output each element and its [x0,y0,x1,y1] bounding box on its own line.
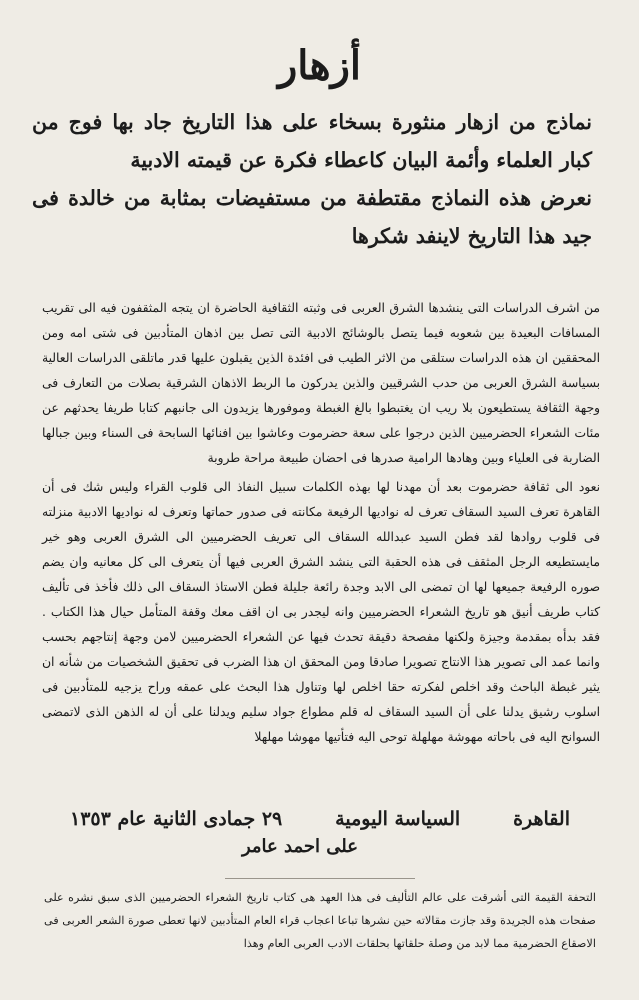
intro-line-1: نماذج من ازهار منثورة بسخاء على هذا التاريخ جاد بها فوج من كبار العلماء وأئمة البيان كاعطاء فكرة عن قيمته الادبية [32,110,592,172]
signature-row [70,808,570,830]
signature-block [70,808,570,857]
article-paragraph-1: من اشرف الدراسات التى ينشدها الشرق العربى فى وثبته الثقافية الحاضرة ان يتجه المثقفون فيه الى تقريب المسافات البعيدة بين شعوبه فيما يتصل بالوشائج الادبية التى تصل بين اذهان المتأدبين فى شتى امه ومن المحققين ان هذه الدراسات ستلقى من الاثر الطيب فى افئدة الذين يقبلون عليها قدر ماتلقى الدراسات العالية بسياسة الشرق العربى من حدب الشرقيين والذين يدركون ما الربط الاذهان الشرقية بصلات من التعارف فى وجهة الثقافة يستطيعون بلا ريب ان يغتبطوا بالغ الغبطة وموفورها يزيدون الى جانبهم كتابا طريفا يحدثهم عن مئات الشعراء الحضرميين الذين درجوا على سعة حضرموت وعاشوا بين افنائها السابحة فى السناء وبين جبالها الضاربة فى العلياء وبين وهادها الرامية صدرها فى احضان طبيعة مراحة طروبة [42,301,600,465]
intro-line-2: نعرض هذه النماذج مقتطفة من مستفيضات بمثابة من خالدة فى جيد هذا التاريخ لاينفد شكرها [32,186,592,248]
page-title: أزهار [277,42,362,89]
footnote-text: التحفة القيمة التى أشرقت على عالم التأليف فى هذا العهد هى كتاب تاريخ الشعراء الحضرميين الذى سبق نشره على صفحات هذه الجريدة وقد جازت مقالاته حين نشرها تباعا اعجاب قراء العام المتأدبين لانها تعطى صورة الشعر العربى فى الاصقاع الحضرمية مما لابد من وصلة حلقاتها بحلقات الادب العربى العام وهذا [44,891,596,950]
signature-city: القاهرة [513,808,570,830]
intro-block [32,103,592,255]
article-body [42,296,600,750]
article-paragraph-2: نعود الى ثقافة حضرموت بعد أن مهدنا لها بهذه الكلمات سبيل النفاذ الى قلوب القراء وليس شك فى أن القاهرة تعرف السيد السقاف تعرف له نواديها الرفيعة مكانته فى صدور حماتها وتعرف له نواديها الادبية منزلته فى قلوب روادها لقد فطن السيد عبدالله السقاف الى تعريف الحضرميين الى الشرق العربى وهو خير مايستطيعه الرجل المثقف فى هذه الحقبة التى ينشد الشرق العربى فيها أن يتعرف الى كل معانيه وان يضم صوره الرفيعة جميعها لها ان تمضى الى الابد وجدة رائعة جليلة فطن الاستاذ السقاف الى ذلك فأخذ فى تأليف كتاب طريف أنيق هو تاريخ الشعراء الحضرميين وانه ليجدر بى ان اقف معك وقفة المتأمل حيال هذا الكتاب . فقد بدأه بمقدمة وجيزة ولكنها مفصحة دقيقة تحدث فيها عن الشعراء الحضرميين لامن وجهة إنتاجهم بحسب وانما عمد الى تصوير هذا الانتاج تصويرا صادقا ومن المحقق ان هذا الضرب فى تحقيق الشخصيات من شأنه ان يثير غبطة الباحث وقد اخلص لفكرته حقا اخلص لها وتناول هذا البحث على عمقه وراح يزجيه للمتأدبين فى اسلوب رشيق يدلنا على أن السيد السقاف له قلم مطواع جواد سليم ويدلنا على أن له الذهن الذى لاتمضى السوانح اليه فى باحاته مهوشة مهلهلة توحى اليه فتأتيها مهوشا مهلهلا [42,480,600,744]
signature-author: على احمد عامر [241,836,358,857]
section-divider [225,878,415,879]
signature-date: ٢٩ جمادى الثانية عام ١٣٥٣ [70,808,283,830]
signature-newspaper: السياسة اليومية [335,808,461,830]
